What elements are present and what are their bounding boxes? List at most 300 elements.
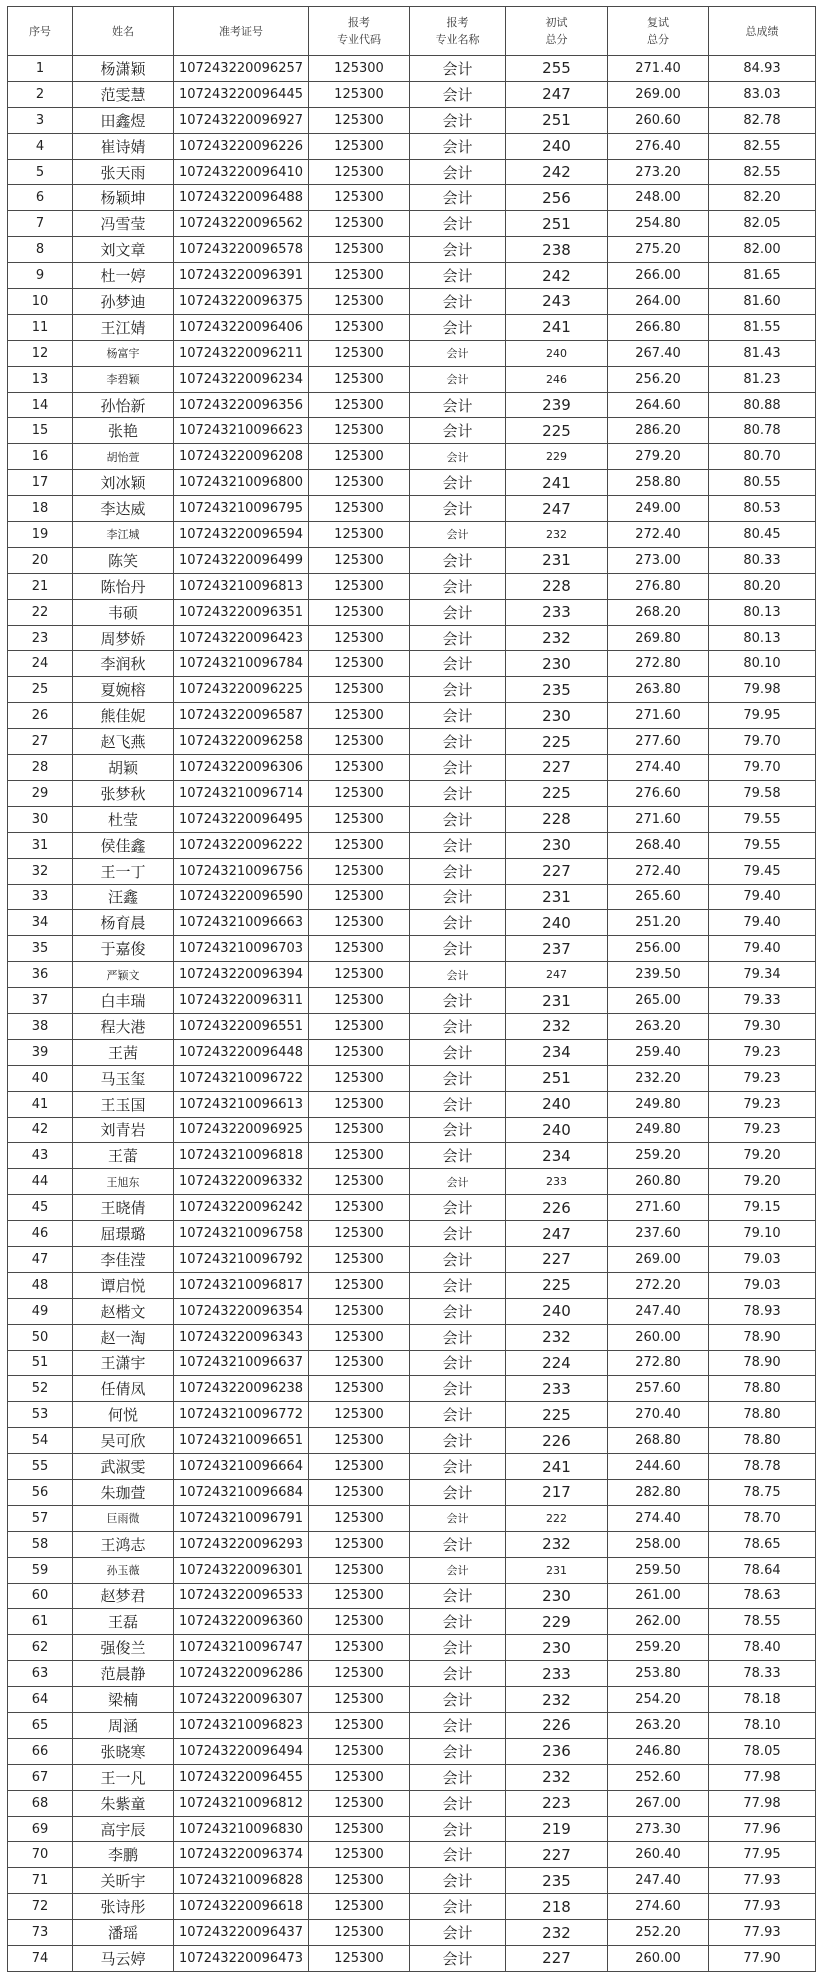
cell-total: 80.70 (709, 444, 816, 470)
cell-retest: 249.80 (608, 1117, 709, 1143)
cell-seq: 34 (8, 910, 73, 936)
cell-retest: 271.60 (608, 1195, 709, 1221)
cell-seq: 31 (8, 832, 73, 858)
cell-seq: 15 (8, 418, 73, 444)
cell-seq: 67 (8, 1764, 73, 1790)
cell-major: 会计 (410, 962, 506, 988)
cell-major: 会计 (410, 1842, 506, 1868)
cell-total: 79.03 (709, 1272, 816, 1298)
cell-major: 会计 (410, 1039, 506, 1065)
cell-code: 125300 (309, 832, 410, 858)
cell-first: 246 (506, 366, 608, 392)
cell-ticket: 107243220096578 (174, 237, 309, 263)
header-seq: 序号 (8, 7, 73, 56)
cell-total: 77.90 (709, 1946, 816, 1972)
cell-name: 王磊 (73, 1609, 174, 1635)
cell-ticket: 107243220096445 (174, 81, 309, 107)
cell-name: 熊佳妮 (73, 703, 174, 729)
cell-retest: 247.40 (608, 1298, 709, 1324)
table-row (8, 962, 816, 988)
cell-ticket: 107243220096354 (174, 1298, 309, 1324)
cell-seq: 22 (8, 599, 73, 625)
cell-code: 125300 (309, 1764, 410, 1790)
cell-major: 会计 (410, 81, 506, 107)
cell-retest: 272.80 (608, 1350, 709, 1376)
cell-code: 125300 (309, 651, 410, 677)
cell-retest: 264.60 (608, 392, 709, 418)
cell-retest: 271.60 (608, 703, 709, 729)
table-row (8, 573, 816, 599)
table-row (8, 1713, 816, 1739)
cell-retest: 256.00 (608, 936, 709, 962)
cell-name: 李鹏 (73, 1842, 174, 1868)
table-row (8, 444, 816, 470)
cell-major: 会计 (410, 1868, 506, 1894)
cell-code: 125300 (309, 263, 410, 289)
cell-first: 233 (506, 1661, 608, 1687)
cell-first: 240 (506, 1298, 608, 1324)
cell-major: 会计 (410, 1246, 506, 1272)
cell-name: 屈璟璐 (73, 1221, 174, 1247)
cell-first: 229 (506, 1609, 608, 1635)
table-row (8, 263, 816, 289)
cell-name: 刘文章 (73, 237, 174, 263)
cell-major: 会计 (410, 133, 506, 159)
cell-code: 125300 (309, 133, 410, 159)
cell-retest: 256.20 (608, 366, 709, 392)
cell-major: 会计 (410, 1635, 506, 1661)
cell-code: 125300 (309, 1428, 410, 1454)
cell-first: 232 (506, 1324, 608, 1350)
cell-seq: 53 (8, 1402, 73, 1428)
cell-code: 125300 (309, 392, 410, 418)
cell-first: 240 (506, 1117, 608, 1143)
table-row (8, 1143, 816, 1169)
cell-code: 125300 (309, 1505, 410, 1531)
cell-ticket: 107243220096927 (174, 107, 309, 133)
cell-total: 81.43 (709, 340, 816, 366)
cell-ticket: 107243220096448 (174, 1039, 309, 1065)
cell-retest: 265.60 (608, 884, 709, 910)
cell-retest: 252.20 (608, 1920, 709, 1946)
cell-major: 会计 (410, 755, 506, 781)
table-row (8, 780, 816, 806)
cell-major: 会计 (410, 1117, 506, 1143)
cell-seq: 74 (8, 1946, 73, 1972)
cell-code: 125300 (309, 496, 410, 522)
cell-major: 会计 (410, 832, 506, 858)
cell-code: 125300 (309, 1221, 410, 1247)
cell-seq: 29 (8, 780, 73, 806)
header-code-line2: 专业代码 (337, 33, 381, 46)
cell-retest: 266.80 (608, 314, 709, 340)
cell-total: 77.98 (709, 1790, 816, 1816)
cell-first: 225 (506, 418, 608, 444)
cell-total: 80.10 (709, 651, 816, 677)
cell-seq: 5 (8, 159, 73, 185)
cell-retest: 286.20 (608, 418, 709, 444)
cell-code: 125300 (309, 1117, 410, 1143)
cell-first: 230 (506, 651, 608, 677)
cell-first: 231 (506, 547, 608, 573)
cell-code: 125300 (309, 1946, 410, 1972)
cell-first: 227 (506, 1842, 608, 1868)
cell-code: 125300 (309, 1583, 410, 1609)
cell-first: 227 (506, 1946, 608, 1972)
table-row (8, 1479, 816, 1505)
cell-total: 79.23 (709, 1091, 816, 1117)
cell-code: 125300 (309, 1661, 410, 1687)
cell-seq: 40 (8, 1065, 73, 1091)
cell-seq: 58 (8, 1531, 73, 1557)
cell-name: 韦硕 (73, 599, 174, 625)
cell-name: 杨颖坤 (73, 185, 174, 211)
cell-name: 田鑫煜 (73, 107, 174, 133)
cell-major: 会计 (410, 1713, 506, 1739)
cell-ticket: 107243220096391 (174, 263, 309, 289)
cell-code: 125300 (309, 1298, 410, 1324)
cell-total: 83.03 (709, 81, 816, 107)
cell-total: 78.65 (709, 1531, 816, 1557)
table-row (8, 470, 816, 496)
cell-name: 赵梦君 (73, 1583, 174, 1609)
cell-major: 会计 (410, 1091, 506, 1117)
cell-first: 226 (506, 1195, 608, 1221)
cell-retest: 244.60 (608, 1454, 709, 1480)
cell-major: 会计 (410, 1324, 506, 1350)
cell-major: 会计 (410, 599, 506, 625)
cell-code: 125300 (309, 1324, 410, 1350)
cell-name: 李碧颖 (73, 366, 174, 392)
table-row (8, 1790, 816, 1816)
cell-total: 77.96 (709, 1816, 816, 1842)
cell-total: 79.40 (709, 936, 816, 962)
cell-major: 会计 (410, 1350, 506, 1376)
cell-name: 杨富宇 (73, 340, 174, 366)
cell-total: 79.03 (709, 1246, 816, 1272)
cell-major: 会计 (410, 1428, 506, 1454)
cell-code: 125300 (309, 418, 410, 444)
cell-major: 会计 (410, 780, 506, 806)
header-total: 总成绩 (709, 7, 816, 56)
cell-name: 马云婷 (73, 1946, 174, 1972)
cell-retest: 232.20 (608, 1065, 709, 1091)
cell-retest: 270.40 (608, 1402, 709, 1428)
cell-code: 125300 (309, 962, 410, 988)
cell-first: 241 (506, 314, 608, 340)
cell-first: 225 (506, 1272, 608, 1298)
cell-major: 会计 (410, 1920, 506, 1946)
table-row (8, 1894, 816, 1920)
cell-total: 78.78 (709, 1454, 816, 1480)
cell-retest: 265.00 (608, 988, 709, 1014)
table-row (8, 1402, 816, 1428)
cell-ticket: 107243220096551 (174, 1013, 309, 1039)
cell-code: 125300 (309, 858, 410, 884)
cell-code: 125300 (309, 211, 410, 237)
table-row (8, 1324, 816, 1350)
cell-major: 会计 (410, 1583, 506, 1609)
cell-code: 125300 (309, 1790, 410, 1816)
cell-first: 236 (506, 1738, 608, 1764)
header-first (506, 7, 608, 56)
cell-total: 80.33 (709, 547, 816, 573)
table-row (8, 1454, 816, 1480)
cell-code: 125300 (309, 703, 410, 729)
table-row (8, 340, 816, 366)
cell-total: 79.70 (709, 729, 816, 755)
cell-code: 125300 (309, 1169, 410, 1195)
cell-first: 219 (506, 1816, 608, 1842)
cell-major: 会计 (410, 1169, 506, 1195)
cell-first: 247 (506, 962, 608, 988)
cell-total: 80.88 (709, 392, 816, 418)
cell-code: 125300 (309, 936, 410, 962)
cell-name: 张晓寒 (73, 1738, 174, 1764)
cell-name: 赵楷文 (73, 1298, 174, 1324)
cell-first: 233 (506, 1376, 608, 1402)
cell-ticket: 107243220096242 (174, 1195, 309, 1221)
cell-first: 241 (506, 470, 608, 496)
cell-code: 125300 (309, 677, 410, 703)
cell-seq: 4 (8, 133, 73, 159)
cell-code: 125300 (309, 1738, 410, 1764)
table-header (8, 7, 816, 56)
cell-seq: 64 (8, 1687, 73, 1713)
cell-total: 80.78 (709, 418, 816, 444)
table-row (8, 522, 816, 548)
table-row (8, 366, 816, 392)
cell-first: 239 (506, 392, 608, 418)
table-row (8, 211, 816, 237)
cell-ticket: 107243210096813 (174, 573, 309, 599)
table-row (8, 755, 816, 781)
cell-retest: 274.40 (608, 755, 709, 781)
cell-ticket: 107243220096406 (174, 314, 309, 340)
cell-total: 79.95 (709, 703, 816, 729)
cell-major: 会计 (410, 56, 506, 82)
cell-retest: 248.00 (608, 185, 709, 211)
table-row (8, 107, 816, 133)
cell-name: 杜莹 (73, 806, 174, 832)
cell-code: 125300 (309, 1013, 410, 1039)
cell-retest: 260.00 (608, 1946, 709, 1972)
cell-retest: 260.00 (608, 1324, 709, 1350)
cell-seq: 33 (8, 884, 73, 910)
cell-seq: 35 (8, 936, 73, 962)
cell-name: 刘青岩 (73, 1117, 174, 1143)
cell-ticket: 107243210096818 (174, 1143, 309, 1169)
cell-name: 胡颖 (73, 755, 174, 781)
cell-code: 125300 (309, 1868, 410, 1894)
cell-code: 125300 (309, 599, 410, 625)
cell-ticket: 107243220096257 (174, 56, 309, 82)
header-first-line2: 总分 (545, 33, 568, 46)
cell-total: 78.55 (709, 1609, 816, 1635)
cell-first: 225 (506, 780, 608, 806)
cell-first: 247 (506, 496, 608, 522)
cell-total: 77.98 (709, 1764, 816, 1790)
cell-first: 222 (506, 1505, 608, 1531)
cell-ticket: 107243220096356 (174, 392, 309, 418)
header-retest-line2: 总分 (647, 33, 669, 46)
cell-seq: 2 (8, 81, 73, 107)
cell-first: 235 (506, 1868, 608, 1894)
cell-code: 125300 (309, 366, 410, 392)
cell-retest: 275.20 (608, 237, 709, 263)
cell-first: 235 (506, 677, 608, 703)
cell-seq: 70 (8, 1842, 73, 1868)
cell-retest: 276.60 (608, 780, 709, 806)
cell-seq: 11 (8, 314, 73, 340)
cell-first: 247 (506, 1221, 608, 1247)
cell-retest: 268.40 (608, 832, 709, 858)
table-row (8, 1609, 816, 1635)
cell-ticket: 107243210096795 (174, 496, 309, 522)
cell-major: 会计 (410, 1221, 506, 1247)
cell-ticket: 107243220096293 (174, 1531, 309, 1557)
cell-code: 125300 (309, 806, 410, 832)
cell-total: 81.55 (709, 314, 816, 340)
table-row (8, 625, 816, 651)
cell-retest: 268.80 (608, 1428, 709, 1454)
cell-major: 会计 (410, 1402, 506, 1428)
cell-retest: 268.20 (608, 599, 709, 625)
cell-name: 巨雨微 (73, 1505, 174, 1531)
cell-ticket: 107243220096495 (174, 806, 309, 832)
table-row (8, 1428, 816, 1454)
cell-first: 240 (506, 340, 608, 366)
cell-code: 125300 (309, 522, 410, 548)
cell-retest: 237.60 (608, 1221, 709, 1247)
cell-total: 80.13 (709, 625, 816, 651)
cell-major: 会计 (410, 1143, 506, 1169)
cell-retest: 262.00 (608, 1609, 709, 1635)
cell-first: 233 (506, 599, 608, 625)
cell-total: 79.70 (709, 755, 816, 781)
cell-total: 79.20 (709, 1169, 816, 1195)
cell-code: 125300 (309, 1609, 410, 1635)
cell-ticket: 107243220096306 (174, 755, 309, 781)
cell-total: 79.40 (709, 910, 816, 936)
cell-first: 230 (506, 1635, 608, 1661)
cell-retest: 277.60 (608, 729, 709, 755)
cell-code: 125300 (309, 988, 410, 1014)
cell-first: 234 (506, 1039, 608, 1065)
cell-code: 125300 (309, 340, 410, 366)
cell-retest: 279.20 (608, 444, 709, 470)
cell-major: 会计 (410, 547, 506, 573)
cell-total: 79.34 (709, 962, 816, 988)
table-row (8, 1868, 816, 1894)
cell-name: 王江婧 (73, 314, 174, 340)
cell-code: 125300 (309, 470, 410, 496)
cell-first: 225 (506, 1402, 608, 1428)
cell-name: 王旭东 (73, 1169, 174, 1195)
cell-retest: 254.20 (608, 1687, 709, 1713)
cell-name: 王晓倩 (73, 1195, 174, 1221)
table-row (8, 1583, 816, 1609)
cell-ticket: 107243210096817 (174, 1272, 309, 1298)
cell-name: 何悦 (73, 1402, 174, 1428)
table-row (8, 703, 816, 729)
table-row (8, 677, 816, 703)
cell-retest: 259.20 (608, 1143, 709, 1169)
cell-total: 79.15 (709, 1195, 816, 1221)
cell-retest: 269.80 (608, 625, 709, 651)
cell-seq: 61 (8, 1609, 73, 1635)
table-row (8, 1764, 816, 1790)
cell-first: 224 (506, 1350, 608, 1376)
cell-major: 会计 (410, 1764, 506, 1790)
cell-name: 陈笑 (73, 547, 174, 573)
cell-total: 78.93 (709, 1298, 816, 1324)
cell-retest: 247.40 (608, 1868, 709, 1894)
cell-total: 82.20 (709, 185, 816, 211)
cell-ticket: 107243210096613 (174, 1091, 309, 1117)
cell-name: 孙梦迪 (73, 289, 174, 315)
table-row (8, 599, 816, 625)
cell-first: 240 (506, 910, 608, 936)
cell-seq: 30 (8, 806, 73, 832)
cell-code: 125300 (309, 625, 410, 651)
cell-seq: 38 (8, 1013, 73, 1039)
cell-seq: 10 (8, 289, 73, 315)
cell-total: 82.55 (709, 133, 816, 159)
cell-seq: 56 (8, 1479, 73, 1505)
cell-retest: 263.80 (608, 677, 709, 703)
cell-code: 125300 (309, 1713, 410, 1739)
cell-retest: 259.50 (608, 1557, 709, 1583)
table-row (8, 496, 816, 522)
cell-total: 79.98 (709, 677, 816, 703)
table-row (8, 1531, 816, 1557)
table-row (8, 1091, 816, 1117)
cell-first: 232 (506, 625, 608, 651)
cell-total: 79.10 (709, 1221, 816, 1247)
cell-seq: 3 (8, 107, 73, 133)
cell-code: 125300 (309, 185, 410, 211)
cell-first: 217 (506, 1479, 608, 1505)
table-row (8, 1687, 816, 1713)
cell-ticket: 107243210096800 (174, 470, 309, 496)
cell-first: 231 (506, 1557, 608, 1583)
cell-first: 230 (506, 1583, 608, 1609)
table-row (8, 910, 816, 936)
cell-major: 会计 (410, 1790, 506, 1816)
table-row (8, 1298, 816, 1324)
cell-name: 王一凡 (73, 1764, 174, 1790)
cell-seq: 12 (8, 340, 73, 366)
cell-code: 125300 (309, 1687, 410, 1713)
header-major-line2: 专业名称 (435, 33, 480, 46)
cell-major: 会计 (410, 289, 506, 315)
cell-total: 80.55 (709, 470, 816, 496)
cell-name: 潘瑶 (73, 1920, 174, 1946)
cell-seq: 55 (8, 1454, 73, 1480)
cell-total: 82.55 (709, 159, 816, 185)
cell-code: 125300 (309, 237, 410, 263)
cell-seq: 20 (8, 547, 73, 573)
cell-first: 218 (506, 1894, 608, 1920)
cell-retest: 272.80 (608, 651, 709, 677)
cell-code: 125300 (309, 1065, 410, 1091)
cell-major: 会计 (410, 522, 506, 548)
cell-major: 会计 (410, 1065, 506, 1091)
cell-first: 240 (506, 133, 608, 159)
cell-code: 125300 (309, 1246, 410, 1272)
cell-ticket: 107243220096375 (174, 289, 309, 315)
